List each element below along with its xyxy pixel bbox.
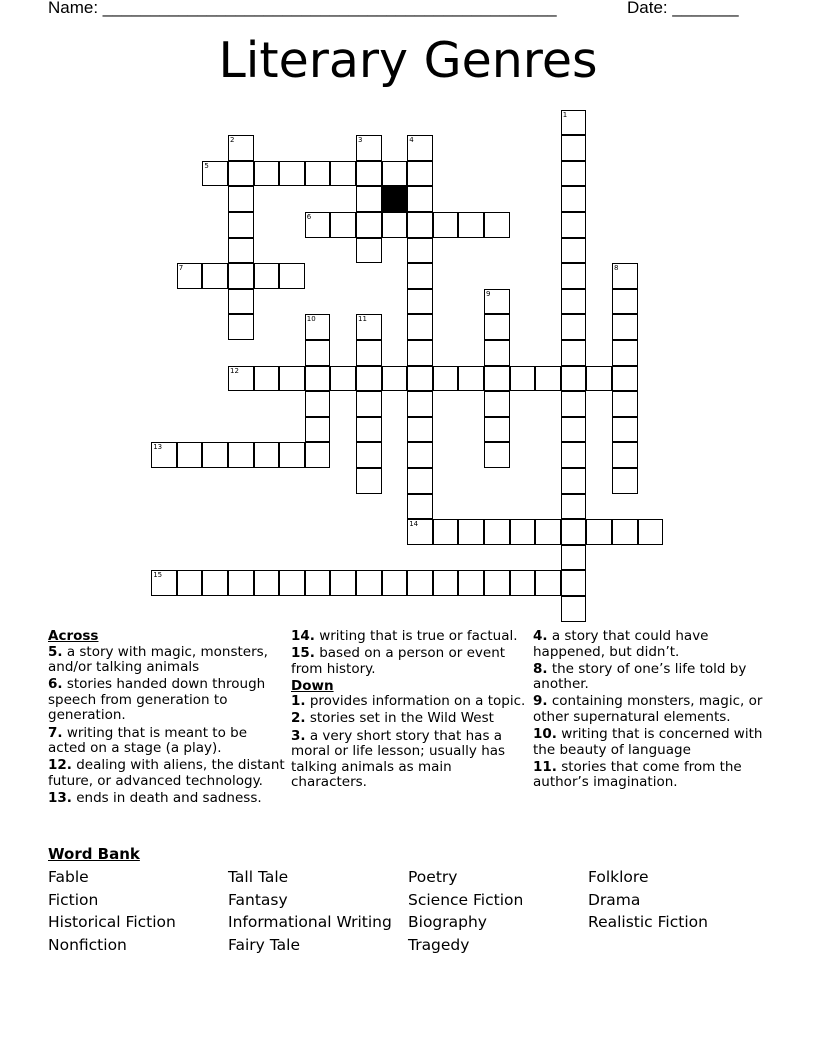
crossword-cell[interactable]: [356, 570, 382, 596]
black-cell: [382, 186, 408, 212]
clue-text: a very short story that has a moral or life lesson; usually has talking animals as main characters.: [291, 727, 506, 791]
crossword-cell[interactable]: [433, 570, 459, 596]
crossword-cell[interactable]: [586, 519, 612, 545]
crossword-cell[interactable]: [561, 212, 587, 238]
crossword-cell[interactable]: [407, 391, 433, 417]
clue-text: a story that could have happened, but didn’t.: [533, 628, 709, 660]
crossword-cell[interactable]: [356, 442, 382, 468]
crossword-cell[interactable]: [279, 442, 305, 468]
crossword-cell[interactable]: [228, 161, 254, 187]
clue-number: 15.: [291, 645, 315, 662]
crossword-cell[interactable]: [612, 417, 638, 443]
down-clue: [533, 727, 773, 758]
crossword-cell[interactable]: [382, 366, 408, 392]
crossword-cell[interactable]: [612, 340, 638, 366]
crossword-cell[interactable]: [330, 161, 356, 187]
crossword-cell[interactable]: [484, 570, 510, 596]
down-clue: [291, 694, 531, 710]
crossword-cell[interactable]: [484, 289, 510, 315]
crossword-cell[interactable]: [561, 494, 587, 520]
crossword-cell[interactable]: [407, 340, 433, 366]
crossword-cell[interactable]: [407, 366, 433, 392]
crossword-cell[interactable]: [305, 417, 331, 443]
crossword-cell[interactable]: [151, 570, 177, 596]
crossword-cell[interactable]: [612, 289, 638, 315]
down-clue: [533, 760, 773, 791]
crossword-cell[interactable]: [407, 263, 433, 289]
crossword-cell[interactable]: [356, 161, 382, 187]
clue-number: 8: [614, 264, 619, 273]
word-bank-word: Realistic Fiction: [588, 913, 708, 932]
across-clue: [48, 645, 288, 676]
crossword-cell[interactable]: [407, 161, 433, 187]
crossword-cell[interactable]: [535, 366, 561, 392]
crossword-cell[interactable]: [330, 212, 356, 238]
crossword-cell[interactable]: [484, 519, 510, 545]
crossword-cell[interactable]: [484, 340, 510, 366]
crossword-cell[interactable]: [151, 442, 177, 468]
crossword-cell[interactable]: [228, 212, 254, 238]
crossword-cell[interactable]: [407, 238, 433, 264]
clue-number: 13: [153, 443, 163, 452]
crossword-cell[interactable]: [407, 442, 433, 468]
crossword-cell[interactable]: [510, 366, 536, 392]
clue-number: 2.: [291, 710, 306, 727]
crossword-cell[interactable]: [356, 314, 382, 340]
crossword-cell[interactable]: [279, 366, 305, 392]
clue-text: stories handed down through speech from generation to generation.: [48, 676, 266, 724]
down-heading: Down: [291, 677, 334, 694]
word-bank-word: Fairy Tale: [228, 936, 301, 955]
clue-number: 4.: [533, 628, 548, 644]
crossword-cell[interactable]: [561, 186, 587, 212]
crossword-cell[interactable]: [458, 570, 484, 596]
crossword-cell[interactable]: [407, 494, 433, 520]
clue-text: stories that come from the author’s imagination.: [533, 758, 742, 791]
clue-number: 13.: [48, 789, 72, 806]
word-bank-word: Tragedy: [408, 936, 470, 955]
crossword-cell[interactable]: [407, 570, 433, 596]
clue-text: containing monsters, magic, or other supernatural elements.: [533, 693, 763, 725]
crossword-cell[interactable]: [561, 570, 587, 596]
clue-text: writing that is true or factual.: [319, 628, 518, 644]
crossword-cell[interactable]: [254, 366, 280, 392]
page-title: Literary Genres: [218, 32, 598, 89]
across-clue: [291, 629, 531, 645]
name-line[interactable]: Name: ________________________________________________: [48, 0, 557, 17]
word-bank-word: Fiction: [48, 890, 99, 909]
crossword-cell[interactable]: [305, 366, 331, 392]
crossword-cell[interactable]: [458, 366, 484, 392]
crossword-cell[interactable]: [484, 391, 510, 417]
clue-number: 6: [306, 213, 312, 221]
across-clue: [48, 791, 288, 807]
crossword-cell[interactable]: [433, 366, 459, 392]
crossword-cell[interactable]: [561, 314, 587, 340]
crossword-cell[interactable]: [202, 570, 228, 596]
crossword-cell[interactable]: [433, 519, 459, 545]
clues-column-2: [291, 629, 531, 792]
crossword-cell[interactable]: [561, 391, 587, 417]
word-bank-word: Folklore: [588, 868, 649, 886]
word-bank-word: Fantasy: [228, 890, 288, 909]
down-clue: [291, 711, 531, 727]
crossword-cell[interactable]: [433, 212, 459, 238]
crossword-cell[interactable]: [561, 161, 587, 187]
crossword-cell[interactable]: [202, 263, 228, 289]
clue-text: stories set in the Wild West: [309, 710, 494, 727]
crossword-cell[interactable]: [279, 570, 305, 596]
crossword-cell[interactable]: [510, 519, 536, 545]
clue-text: ends in death and sadness.: [76, 789, 262, 806]
crossword-cell[interactable]: [561, 366, 587, 392]
crossword-cell[interactable]: [254, 442, 280, 468]
crossword-cell[interactable]: [612, 468, 638, 494]
crossword-cell[interactable]: [356, 212, 382, 238]
crossword-cell[interactable]: [254, 263, 280, 289]
across-clue: [48, 758, 288, 789]
crossword-cell[interactable]: [177, 263, 203, 289]
crossword-cell[interactable]: [279, 263, 305, 289]
crossword-cell[interactable]: [228, 238, 254, 264]
crossword-cell[interactable]: [561, 596, 587, 622]
crossword-cell[interactable]: [228, 442, 254, 468]
clue-number: 10: [306, 315, 316, 324]
clue-number: 9.: [533, 693, 548, 710]
crossword-cell[interactable]: [407, 417, 433, 443]
crossword-cell[interactable]: [484, 366, 510, 392]
clue-number: 12: [230, 366, 239, 375]
word-bank-word: Science Fiction: [408, 890, 524, 909]
clue-number: 3.: [291, 727, 306, 744]
word-bank-word: Nonfiction: [48, 936, 127, 955]
crossword-cell[interactable]: [561, 340, 587, 366]
crossword-cell[interactable]: [356, 417, 382, 443]
crossword-cell[interactable]: [330, 570, 356, 596]
crossword-cell[interactable]: [561, 135, 587, 161]
crossword-cell[interactable]: [356, 468, 382, 494]
clue-number: 15: [153, 571, 163, 580]
word-bank-heading: Word Bank: [48, 845, 140, 863]
across-clue: [48, 677, 288, 724]
crossword-cell[interactable]: [356, 391, 382, 417]
clue-number: 12.: [48, 757, 72, 774]
clue-number: 10.: [533, 726, 557, 743]
crossword-cell[interactable]: [535, 570, 561, 596]
crossword-cell[interactable]: [612, 366, 638, 392]
crossword-cell[interactable]: [228, 135, 254, 161]
across-clue: [48, 726, 288, 757]
clue-text: provides information on a topic.: [309, 693, 526, 710]
crossword-cell[interactable]: [228, 366, 254, 392]
crossword-cell[interactable]: [407, 519, 433, 545]
crossword-cell[interactable]: [254, 570, 280, 596]
crossword-cell[interactable]: [382, 212, 408, 238]
crossword-cell[interactable]: [561, 289, 587, 315]
crossword-cell[interactable]: [561, 110, 587, 136]
clues-column-3: [533, 629, 773, 792]
crossword-cell[interactable]: [561, 468, 587, 494]
crossword-cell[interactable]: [484, 314, 510, 340]
word-bank-word: Biography: [408, 913, 487, 932]
crossword-cell[interactable]: [228, 314, 254, 340]
crossword-cell[interactable]: [407, 135, 433, 161]
across-clue: [291, 646, 531, 677]
word-bank-word: Tall Tale: [228, 868, 289, 886]
clue-text: dealing with aliens, the distant future, or advanced technology.: [48, 757, 285, 789]
clue-number: 7: [178, 264, 184, 273]
clue-text: a story with magic, monsters, and/or talking animals: [48, 643, 268, 676]
clue-number: 1.: [291, 693, 306, 710]
crossword-cell[interactable]: [407, 314, 433, 340]
clue-number: 11.: [533, 758, 557, 775]
clue-number: 4: [409, 136, 414, 145]
crossword-cell[interactable]: [356, 340, 382, 366]
crossword-cell[interactable]: [279, 161, 305, 187]
clue-number: 9: [486, 289, 491, 298]
crossword-cell[interactable]: [561, 519, 587, 545]
crossword-cell[interactable]: [356, 238, 382, 264]
down-clue: [533, 662, 773, 693]
clue-number: 3: [358, 136, 363, 145]
clue-text: based on a person or event from history.: [291, 645, 506, 677]
down-clue: [291, 729, 531, 791]
crossword-cell[interactable]: [305, 340, 331, 366]
crossword-cell[interactable]: [330, 366, 356, 392]
clue-number: 14: [409, 520, 419, 529]
crossword-cell[interactable]: [356, 186, 382, 212]
crossword-cell[interactable]: [612, 314, 638, 340]
clue-text: writing that is concerned with the beauty of language: [533, 726, 763, 758]
clue-number: 5: [204, 161, 209, 170]
crossword-cell[interactable]: [254, 161, 280, 187]
across-heading: Across: [48, 628, 99, 644]
crossword-cell[interactable]: [356, 366, 382, 392]
date-line[interactable]: Date: _______: [627, 0, 739, 17]
clue-text: writing that is meant to be acted on a stage (a play).: [48, 724, 248, 757]
crossword-cell[interactable]: [356, 135, 382, 161]
crossword-cell[interactable]: [228, 289, 254, 315]
crossword-cell[interactable]: [510, 570, 536, 596]
crossword-cell[interactable]: [407, 468, 433, 494]
crossword-cell[interactable]: [484, 417, 510, 443]
clue-number: 1: [562, 110, 568, 119]
clue-number: 11: [358, 315, 367, 324]
clue-number: 7.: [48, 724, 63, 741]
crossword-cell[interactable]: [586, 366, 612, 392]
crossword-cell[interactable]: [535, 519, 561, 545]
crossword-cell[interactable]: [305, 570, 331, 596]
word-bank-word: Drama: [588, 890, 641, 909]
word-bank-word: Poetry: [408, 868, 458, 886]
crossword-cell[interactable]: [561, 238, 587, 264]
down-clue: [533, 694, 773, 725]
clue-number: 14.: [291, 628, 315, 644]
crossword-cell[interactable]: [305, 161, 331, 187]
crossword-cell[interactable]: [612, 391, 638, 417]
clues-column-1: [48, 629, 288, 808]
crossword-cell[interactable]: [305, 212, 331, 238]
crossword-cell[interactable]: [484, 442, 510, 468]
crossword-cell[interactable]: [561, 545, 587, 571]
crossword-cell[interactable]: [612, 519, 638, 545]
crossword-cell[interactable]: [228, 263, 254, 289]
word-bank-word: Fable: [48, 868, 89, 886]
crossword-cell[interactable]: [561, 417, 587, 443]
crossword-cell[interactable]: [458, 212, 484, 238]
clue-text: the story of one’s life told by another.: [533, 660, 747, 693]
crossword-cell[interactable]: [228, 570, 254, 596]
crossword-cell[interactable]: [305, 314, 331, 340]
crossword-cell[interactable]: [177, 442, 203, 468]
crossword-cell[interactable]: [382, 161, 408, 187]
word-bank-word: Historical Fiction: [48, 913, 176, 932]
crossword-cell[interactable]: [305, 391, 331, 417]
crossword-cell[interactable]: [407, 186, 433, 212]
crossword-cell[interactable]: [305, 442, 331, 468]
clue-number: 8.: [533, 660, 548, 677]
crossword-cell[interactable]: [407, 289, 433, 315]
crossword-cell[interactable]: [561, 442, 587, 468]
crossword-cell[interactable]: [561, 263, 587, 289]
clue-number: 2: [230, 136, 235, 145]
crossword-cell[interactable]: [228, 186, 254, 212]
crossword-cell[interactable]: [638, 519, 664, 545]
clue-number: 5.: [48, 643, 63, 660]
crossword-cell[interactable]: [612, 442, 638, 468]
crossword-cell[interactable]: [612, 263, 638, 289]
down-clue: [533, 629, 773, 660]
crossword-cell[interactable]: [202, 442, 228, 468]
clue-number: 6.: [48, 676, 63, 693]
crossword-cell[interactable]: [458, 519, 484, 545]
crossword-cell[interactable]: [484, 212, 510, 238]
crossword-cell[interactable]: [382, 570, 408, 596]
crossword-cell[interactable]: [407, 212, 433, 238]
crossword-cell[interactable]: [177, 570, 203, 596]
crossword-cell[interactable]: [202, 161, 228, 187]
word-bank-word: Informational Writing: [228, 913, 392, 932]
